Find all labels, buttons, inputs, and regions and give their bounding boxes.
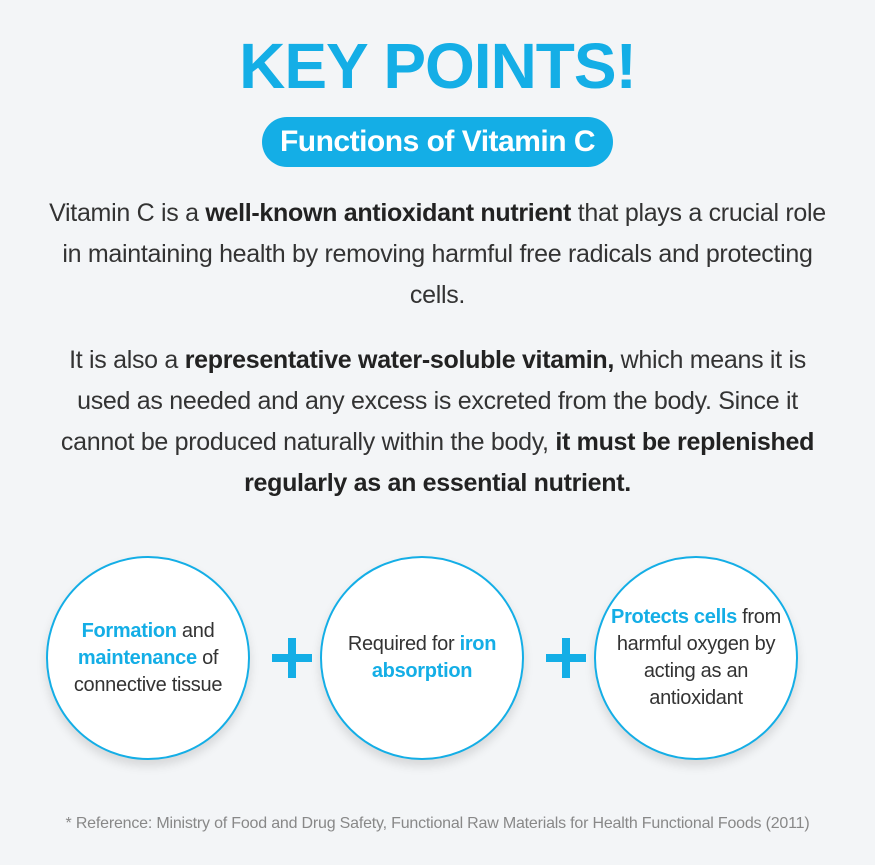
function-text bbox=[48, 618, 248, 699]
plus-icon bbox=[546, 638, 586, 678]
function-highlight: Formation bbox=[81, 619, 177, 642]
subtitle-pill-wrap bbox=[0, 117, 875, 167]
page-title: KEY POINTS! bbox=[239, 30, 636, 102]
detail-bold-2: it must be replenished regularly as an essential nutrient. bbox=[244, 428, 815, 497]
reference-note: * Reference: Ministry of Food and Drug Safety, Functional Raw Materials for Health Functional Foods (2011) bbox=[65, 815, 810, 832]
detail-paragraph bbox=[40, 340, 835, 504]
function-circle-connective-tissue bbox=[46, 556, 250, 760]
subtitle-pill: Functions of Vitamin C bbox=[262, 117, 613, 167]
function-plain: of connective tissue bbox=[73, 646, 223, 696]
function-text bbox=[596, 604, 796, 712]
intro-text-2: that plays a crucial role in maintaining health by removing harmful free radicals and protecting cells. bbox=[62, 199, 826, 309]
detail-bold-1: representative water-soluble vitamin, bbox=[184, 346, 615, 374]
intro-bold-1: well-known antioxidant nutrient bbox=[205, 199, 572, 227]
function-highlight: maintenance bbox=[77, 646, 197, 669]
plus-icon bbox=[272, 638, 312, 678]
detail-text-2: which means it is used as needed and any excess is excreted from the body. Since it cannot be produced naturally within the body, bbox=[60, 346, 806, 456]
function-circle-iron-absorption bbox=[320, 556, 524, 760]
function-highlight: iron absorption bbox=[371, 633, 497, 682]
function-text bbox=[322, 631, 522, 685]
function-plain: Required for bbox=[347, 633, 460, 655]
function-plain: from harmful oxygen by acting as an antioxidant bbox=[616, 606, 781, 709]
function-highlight: Protects cells bbox=[611, 606, 737, 628]
function-plain: and bbox=[176, 619, 215, 642]
intro-paragraph bbox=[40, 193, 835, 316]
intro-text-1: Vitamin C is a bbox=[49, 199, 206, 227]
detail-text-1: It is also a bbox=[69, 346, 185, 374]
function-circle-antioxidant bbox=[594, 556, 798, 760]
